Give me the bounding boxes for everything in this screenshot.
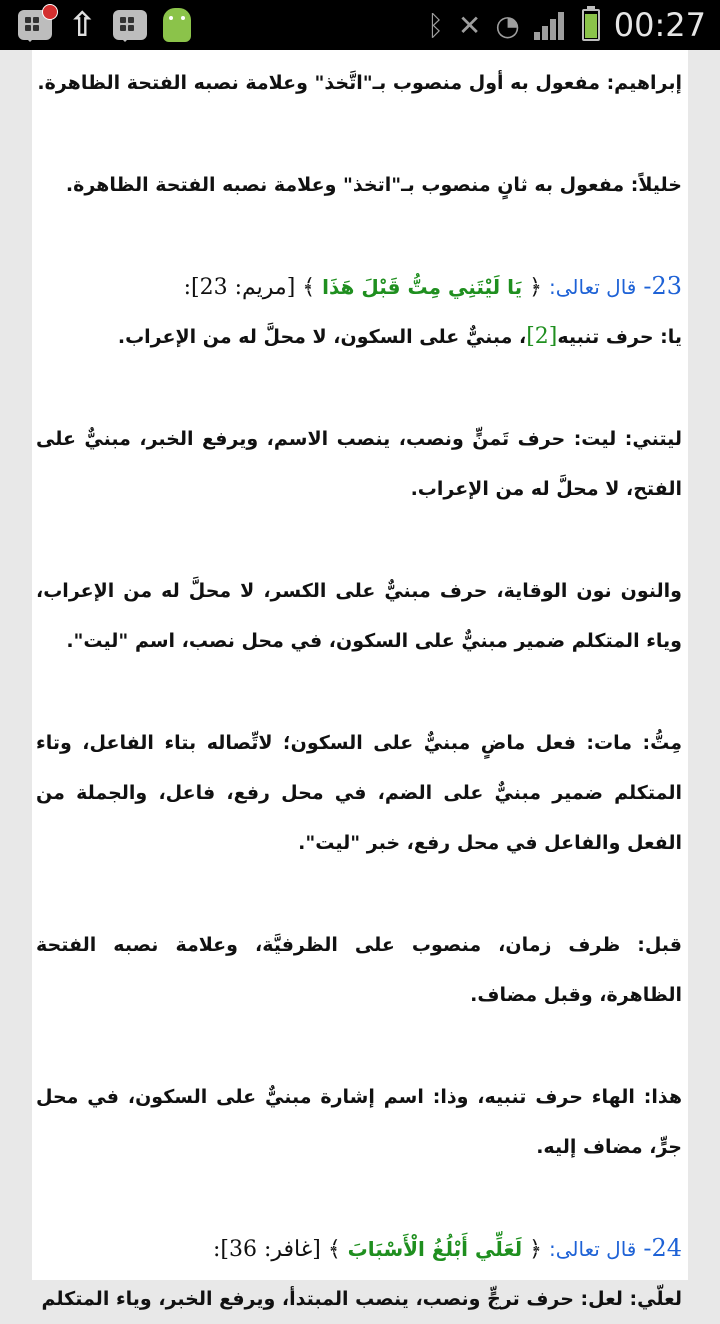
mute-icon: ✕ — [457, 8, 482, 42]
ornate-bracket-close: ﴾ — [302, 275, 316, 300]
verse-intro: قال تعالى: — [549, 275, 637, 299]
verse-intro: قال تعالى: — [549, 1237, 637, 1261]
paragraph-mittu: مِتُّ: مات: فعل ماضٍ مبنيٌّ على السكون؛ لاتِّصاله بتاء الفاعل، وتاء المتكلم ضمير مبنيٌّ على الضم، في محل رفع، فاعل، والجملة من الفعل والفاعل في محل رفع، خبر "ليت". — [36, 732, 682, 854]
verse-heading-23 — [36, 262, 682, 312]
verse-reference: [غافر: 36]: — [212, 1237, 321, 1262]
verse-number: 23- — [643, 272, 682, 300]
ornate-bracket-open: ﴿ — [529, 1237, 543, 1262]
footnote-link[interactable]: [2] — [526, 324, 558, 349]
ornate-bracket-close: ﴾ — [327, 1237, 341, 1262]
paragraph-khalil: خليلاً: مفعول به ثانٍ منصوب بـ"اتخذ" وعلامة نصبه الفتحة الظاهرة. — [65, 174, 682, 196]
verse-number: 24- — [643, 1234, 682, 1262]
paragraph-ibrahim: إبراهيم: مفعول به أول منصوب بـ"اتَّخذ" وعلامة نصبه الفتحة الظاهرة. — [37, 72, 682, 94]
quran-verse: لَعَلِّي أَبْلُغُ الْأَسْبَابَ — [347, 1237, 523, 1261]
article-content — [32, 58, 688, 1324]
paragraph-qabl: قبل: ظرف زمان، منصوب على الظرفيَّة، وعلامة نصبه الفتحة الظاهرة، وقبل مضاف. — [36, 934, 682, 1006]
verse-reference: [مريم: 23]: — [183, 275, 296, 300]
reader-page[interactable] — [32, 50, 688, 1310]
notification-icons — [18, 5, 207, 45]
paragraph-laalli: لعلّي: لعل: حرف ترجٍّ ونصب، ينصب المبتدأ، ويرفع الخبر، وياء المتكلم — [41, 1288, 682, 1310]
upload-icon[interactable]: ⇧ — [68, 5, 97, 45]
paragraph-ya-text: يا: حرف تنبيه — [557, 326, 682, 348]
status-bar — [0, 0, 720, 50]
paragraph-ya — [36, 312, 682, 362]
verse-heading-24 — [36, 1224, 682, 1274]
ornate-bracket-open: ﴿ — [529, 275, 543, 300]
bluetooth-icon: ᛒ — [427, 8, 444, 42]
paragraph-laytani: ليتني: ليت: حرف تَمنٍّ ونصب، ينصب الاسم، ويرفع الخبر، مبنيٌّ على الفتح، لا محلَّ له من الإعراب. — [36, 428, 682, 500]
quran-verse: يَا لَيْتَنِي مِتُّ قَبْلَ هَذَا — [322, 275, 523, 299]
battery-icon — [582, 9, 600, 41]
paragraph-ya-text-2: ، مبنيٌّ على السكون، لا محلَّ له من الإعراب. — [117, 326, 527, 348]
clock: 00:27 — [613, 6, 706, 44]
android-debug-icon[interactable] — [163, 8, 191, 42]
wifi-icon: ◔ — [495, 8, 520, 42]
bbm-notification-icon[interactable] — [18, 10, 52, 40]
paragraph-hatha: هذا: الهاء حرف تنبيه، وذا: اسم إشارة مبنيٌّ على السكون، في محل جرٍّ، مضاف إليه. — [36, 1086, 682, 1158]
system-icons — [413, 6, 706, 44]
bbm-icon[interactable] — [113, 10, 147, 40]
paragraph-noon: والنون نون الوقاية، حرف مبنيٌّ على الكسر، لا محلَّ له من الإعراب، وياء المتكلم ضمير مبنيٌّ على السكون، في محل نصب، اسم "ليت". — [36, 580, 682, 652]
signal-icon — [534, 10, 568, 40]
